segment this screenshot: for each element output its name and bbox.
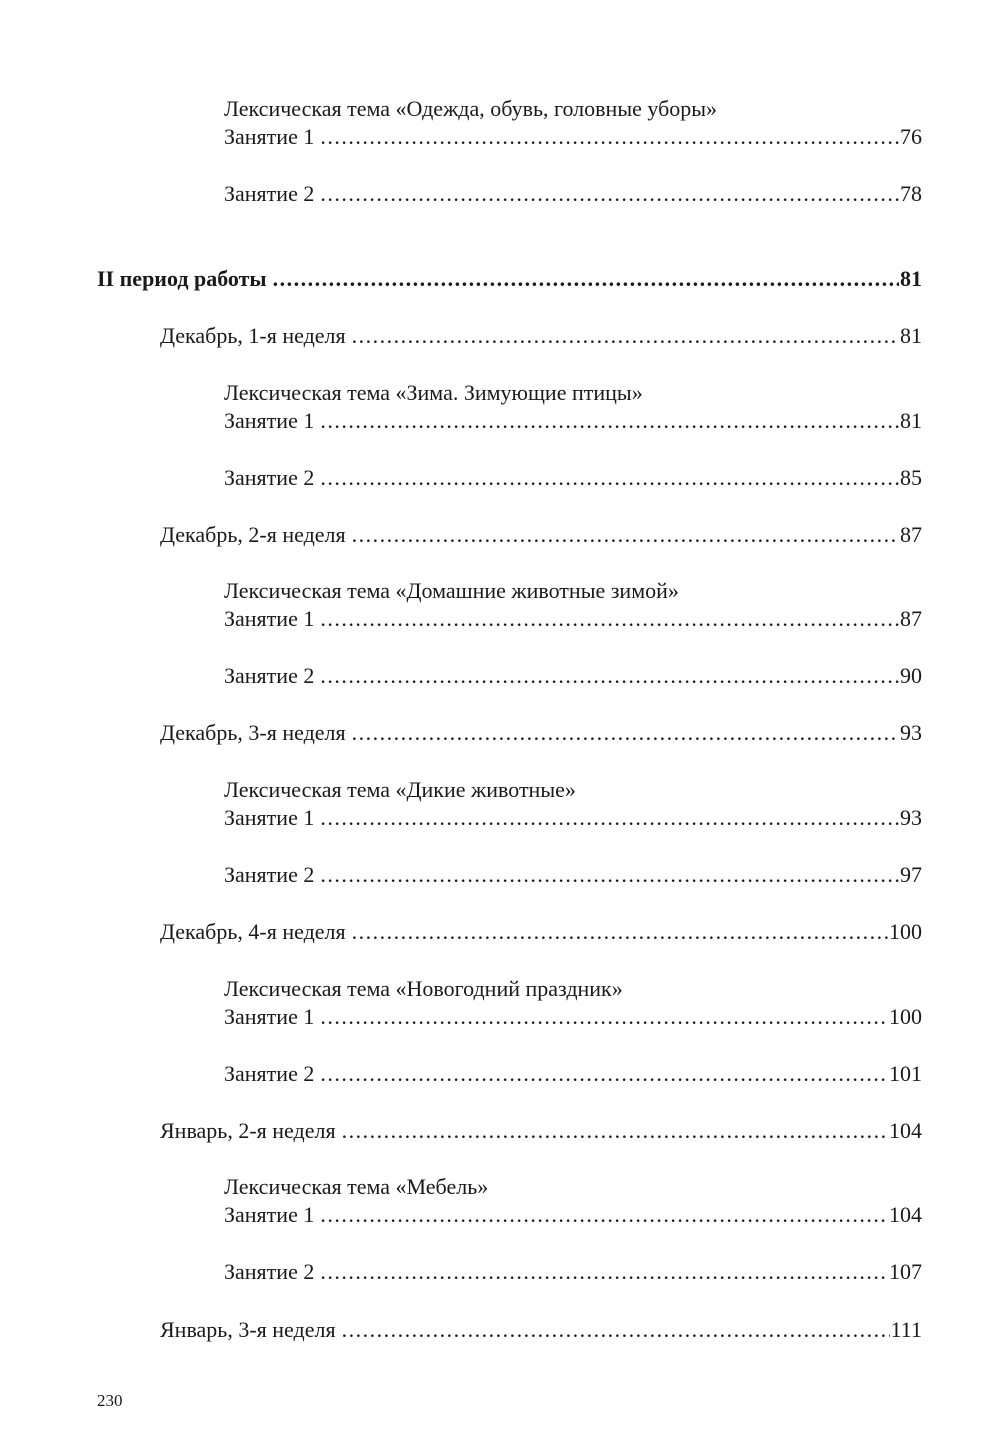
toc-section-label: II период работы — [97, 266, 267, 291]
toc-page-number: 78 — [900, 181, 922, 206]
dot-leader — [320, 662, 899, 690]
dot-leader — [320, 464, 899, 492]
toc-page-number: 111 — [890, 1317, 922, 1342]
dot-leader — [320, 180, 899, 208]
dot-leader — [320, 605, 899, 633]
toc-entry-label: Занятие 1 — [224, 805, 315, 830]
toc-entry-label: Занятие 2 — [224, 1259, 315, 1284]
toc-entry — [224, 861, 922, 889]
toc-theme-heading: Лексическая тема «Одежда, обувь, головные уборы» — [224, 96, 718, 121]
toc-week-entry — [160, 918, 922, 946]
dot-leader — [352, 918, 888, 946]
toc-section-entry — [97, 265, 922, 293]
dot-leader — [320, 804, 899, 832]
toc-entry-label: Занятие 2 — [224, 181, 315, 206]
toc-entry-label: Занятие 2 — [224, 1061, 315, 1086]
toc-page-number: 101 — [889, 1061, 922, 1086]
toc-theme-heading: Лексическая тема «Зима. Зимующие птицы» — [224, 380, 643, 405]
toc-entry-label: Занятие 2 — [224, 663, 315, 688]
toc-theme-heading: Лексическая тема «Новогодний праздник» — [224, 976, 623, 1001]
toc-week-entry — [160, 322, 922, 350]
toc-page-number: 81 — [900, 408, 922, 433]
toc-week-label: Декабрь, 1-я неделя — [160, 323, 346, 348]
toc-page-number: 107 — [889, 1259, 922, 1284]
toc-entry — [224, 123, 922, 151]
page-number-footer: 230 — [97, 1391, 123, 1410]
toc-entry-label: Занятие 1 — [224, 1202, 315, 1227]
dot-leader — [352, 719, 899, 747]
toc-week-label: Январь, 2-я неделя — [160, 1118, 336, 1143]
toc-week-label: Декабрь, 3-я неделя — [160, 720, 346, 745]
dot-leader — [273, 265, 899, 293]
toc-entry — [224, 662, 922, 690]
dot-leader — [352, 521, 899, 549]
toc-entry — [224, 1258, 922, 1286]
toc-week-entry — [160, 521, 922, 549]
toc-entry — [224, 180, 922, 208]
toc-entry-label: Занятие 2 — [224, 862, 315, 887]
toc-page-number: 93 — [900, 805, 922, 830]
dot-leader — [320, 1060, 888, 1088]
toc-page-number: 100 — [889, 1004, 922, 1029]
toc-page-number: 90 — [900, 663, 922, 688]
toc-entry-label: Занятие 1 — [224, 408, 315, 433]
toc-page-number: 85 — [900, 465, 922, 490]
toc-entry — [224, 605, 922, 633]
toc-entry — [224, 1201, 922, 1229]
toc-entry — [224, 407, 922, 435]
toc-entry — [224, 1003, 922, 1031]
dot-leader — [320, 861, 899, 889]
toc-week-label: Декабрь, 4-я неделя — [160, 919, 346, 944]
dot-leader — [320, 1003, 888, 1031]
dot-leader — [342, 1316, 890, 1344]
toc-theme-heading: Лексическая тема «Домашние животные зимой» — [224, 578, 679, 603]
toc-page-number: 97 — [900, 862, 922, 887]
toc-week-label: Январь, 3-я неделя — [160, 1317, 336, 1342]
toc-entry-label: Занятие 2 — [224, 465, 315, 490]
dot-leader — [320, 1258, 888, 1286]
toc-page-number: 76 — [900, 124, 922, 149]
toc-page-number: 81 — [900, 266, 922, 291]
toc-entry-label: Занятие 1 — [224, 606, 315, 631]
toc-entry-label: Занятие 1 — [224, 124, 315, 149]
toc-theme-heading: Лексическая тема «Дикие животные» — [224, 777, 576, 802]
toc-week-entry — [160, 1316, 922, 1344]
toc-page-number: 87 — [900, 606, 922, 631]
dot-leader — [352, 322, 899, 350]
toc-page-number: 87 — [900, 522, 922, 547]
toc-page-number: 104 — [889, 1202, 922, 1227]
toc-page-number: 100 — [889, 919, 922, 944]
toc-page-number: 81 — [900, 323, 922, 348]
toc-week-entry — [160, 1117, 922, 1145]
dot-leader — [320, 1201, 888, 1229]
toc-entry — [224, 804, 922, 832]
dot-leader — [342, 1117, 888, 1145]
dot-leader — [320, 123, 899, 151]
toc-entry — [224, 464, 922, 492]
toc-week-entry — [160, 719, 922, 747]
toc-entry-label: Занятие 1 — [224, 1004, 315, 1029]
dot-leader — [320, 407, 899, 435]
toc-page-number: 104 — [889, 1118, 922, 1143]
toc-week-label: Декабрь, 2-я неделя — [160, 522, 346, 547]
toc-entry — [224, 1060, 922, 1088]
toc-page-number: 93 — [900, 720, 922, 745]
toc-theme-heading: Лексическая тема «Мебель» — [224, 1174, 489, 1199]
